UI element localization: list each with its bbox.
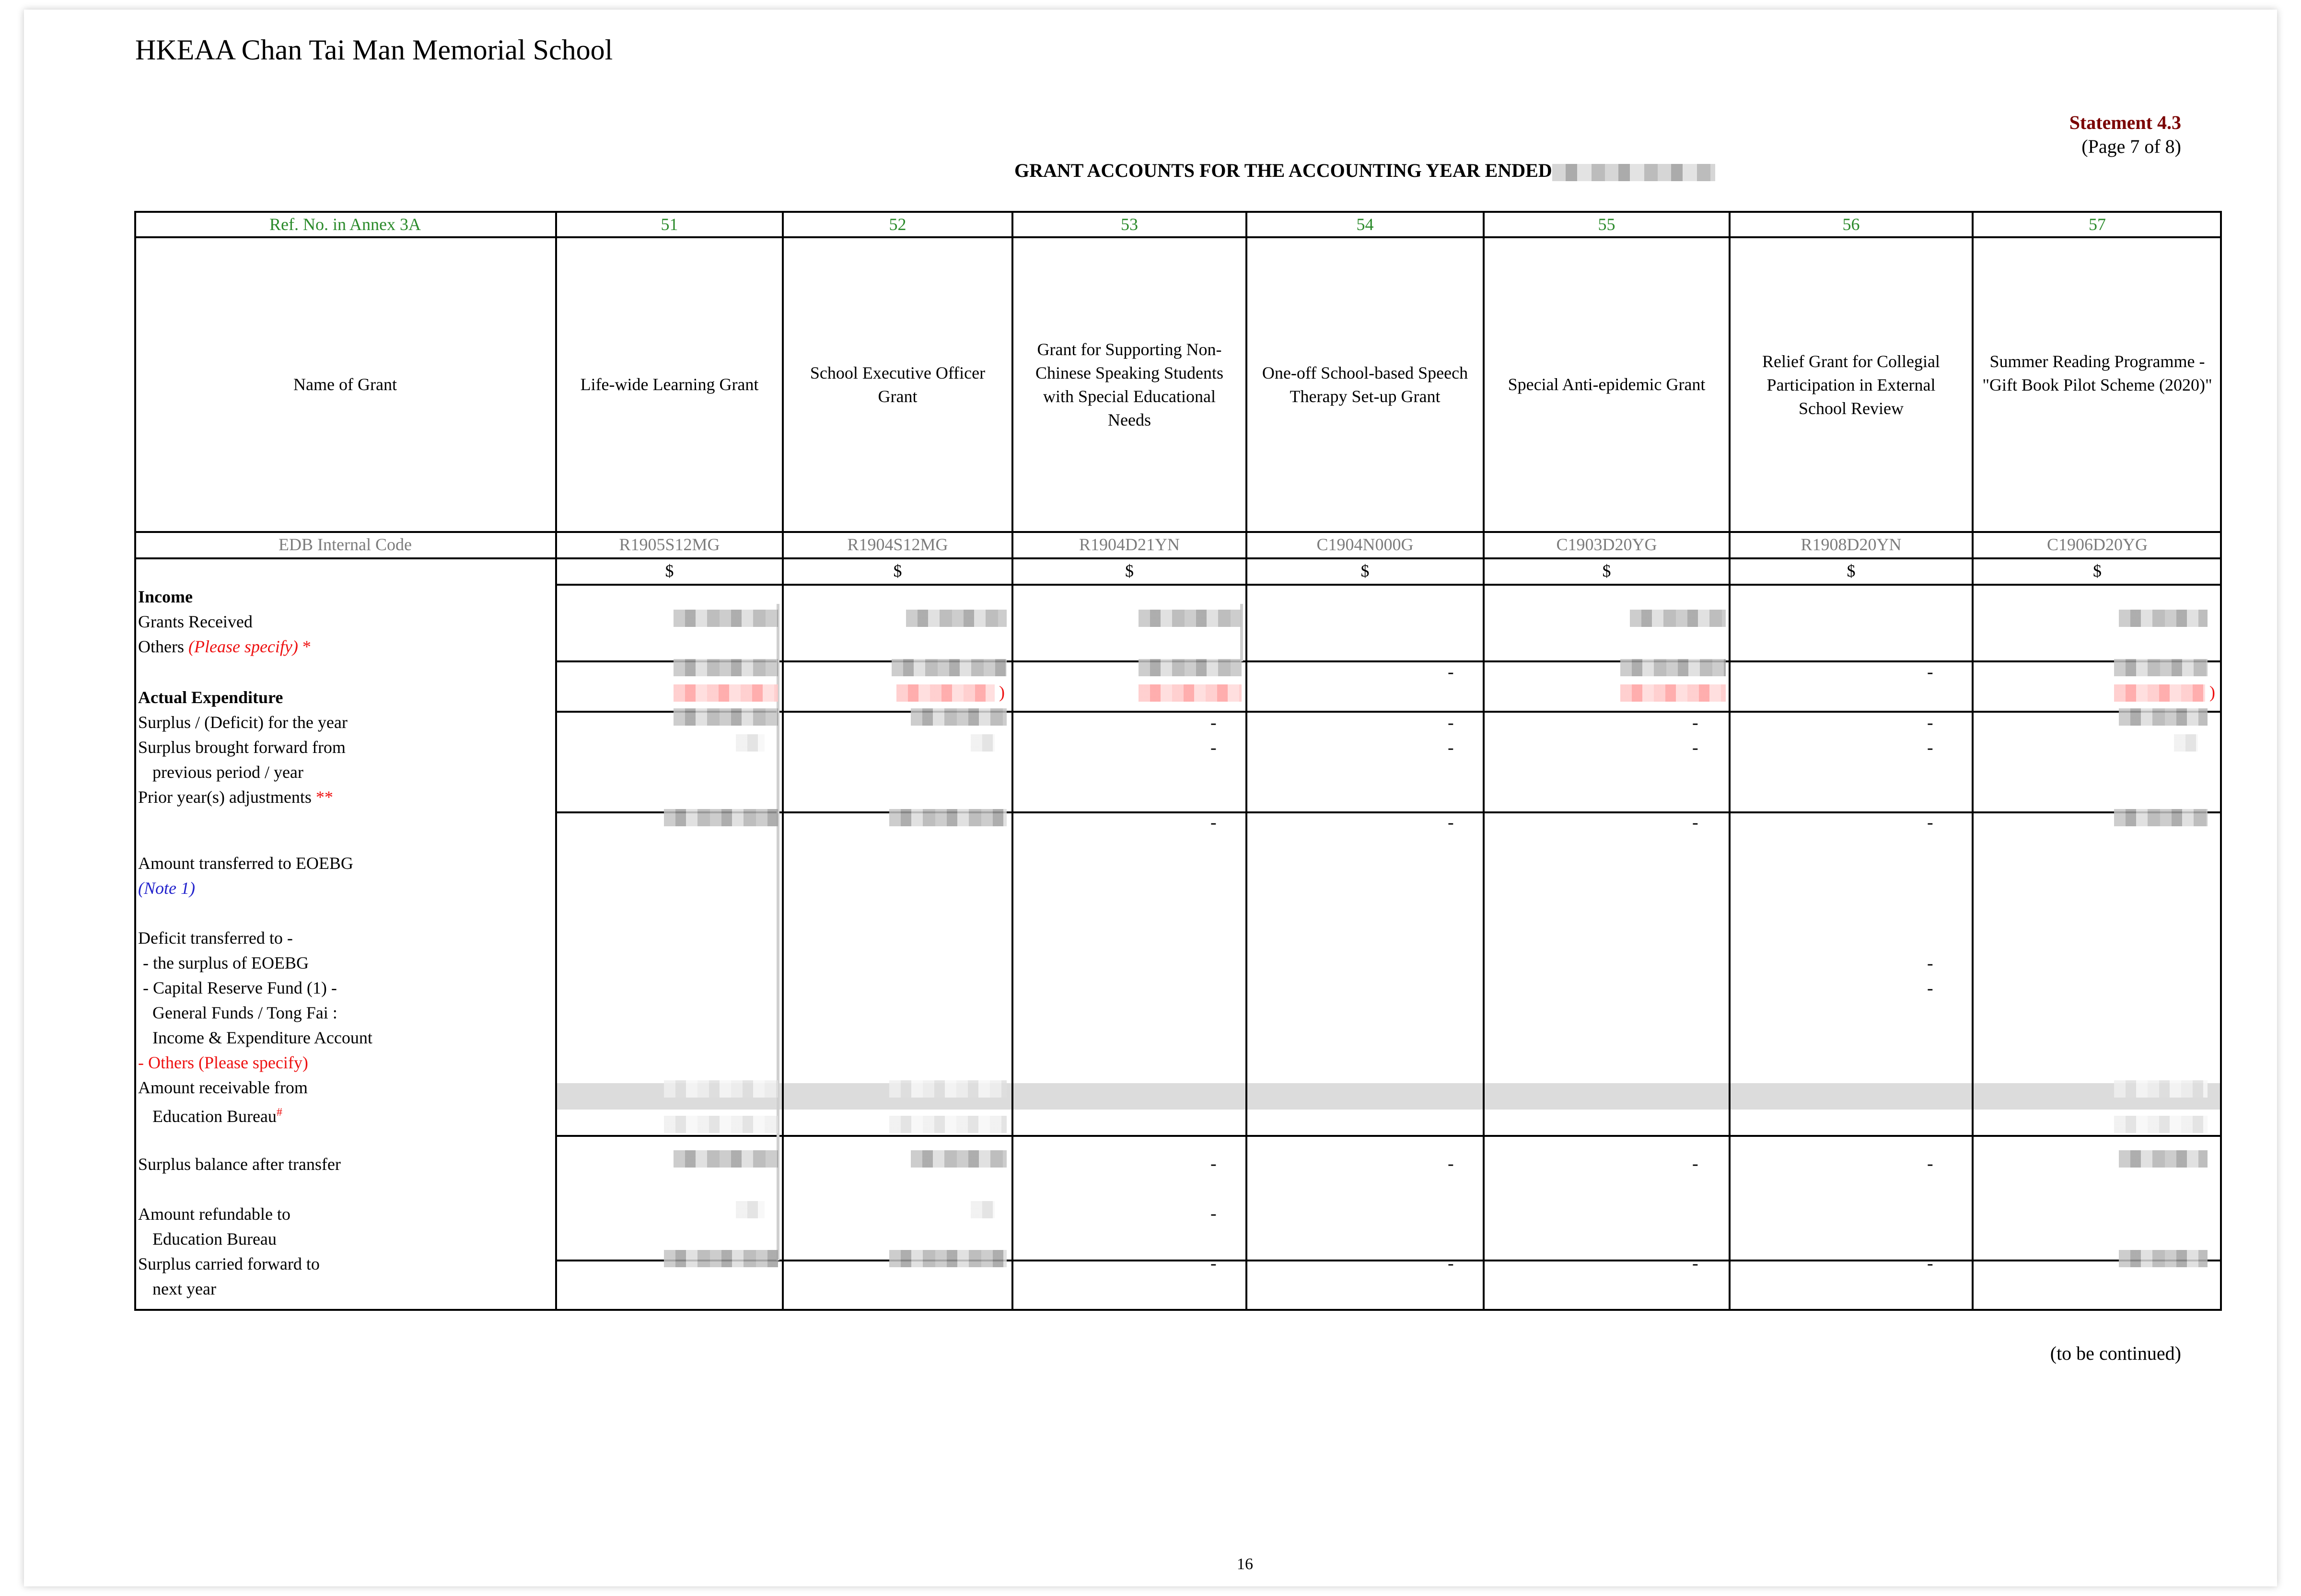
redacted-value [664, 1250, 778, 1267]
redacted-value [1139, 684, 1242, 702]
nil-value: - [1927, 1154, 1933, 1174]
nil-value: - [1692, 713, 1698, 733]
nil-value: - [1692, 1154, 1698, 1174]
label-prior-adjustments [138, 787, 333, 807]
redacted-value [2114, 809, 2208, 826]
nil-value: - [1927, 978, 1933, 998]
label-surplus-bf-2: previous period / year [152, 763, 303, 782]
statement-title [1014, 159, 1715, 182]
statement-title-text: GRANT ACCOUNTS FOR THE ACCOUNTING YEAR ENDED [1014, 160, 1552, 181]
ref-57: 57 [2089, 215, 2106, 234]
redacted-date [1552, 164, 1715, 181]
label-others [138, 636, 311, 657]
redacted-value [911, 1150, 1007, 1168]
redacted-value [2119, 1250, 2208, 1267]
redacted-value [674, 708, 778, 726]
nil-value: - [1448, 812, 1454, 833]
label-refundable-1: Amount refundable to [138, 1204, 291, 1224]
ref-53: 53 [1121, 215, 1138, 234]
document-page [24, 10, 2277, 1586]
label-refundable-2: Education Bureau [152, 1229, 277, 1249]
redacted-value [1139, 610, 1242, 627]
redacted-value [1139, 659, 1242, 676]
currency-54: $ [1360, 561, 1370, 580]
nil-value: - [1927, 713, 1933, 733]
ref-52: 52 [889, 215, 906, 234]
negative-paren: ) [999, 682, 1005, 702]
redacted-value [1620, 659, 1726, 676]
label-surplus-deficit: Surplus / (Deficit) for the year [138, 713, 348, 732]
label-balance-after: Surplus balance after transfer [138, 1155, 341, 1174]
label-receivable-1: Amount receivable from [138, 1078, 308, 1097]
label-surplus-eoebg: - the surplus of EOEBG [143, 953, 309, 972]
label-surplus-bf-1: Surplus brought forward from [138, 738, 346, 757]
redacted-value [896, 684, 995, 702]
label-deficit-transferred: Deficit transferred to - [138, 928, 293, 948]
others-text: Others [138, 637, 184, 656]
ref-56: 56 [1842, 215, 1860, 234]
redacted-value [971, 1201, 995, 1218]
negative-paren: ) [2209, 682, 2215, 702]
prior-adj-text: Prior year(s) adjustments [138, 787, 312, 807]
nil-value: - [1692, 1253, 1698, 1273]
label-actual-expenditure: Actual Expenditure [138, 688, 283, 707]
redacted-value [2119, 610, 2208, 627]
grant-name-55: Special Anti-epidemic Grant [1508, 375, 1706, 394]
label-others-specify: - Others (Please specify) [138, 1053, 308, 1072]
redacted-value [889, 1080, 1007, 1098]
ref-label: Ref. No. in Annex 3A [269, 215, 421, 234]
edb-code-54: C1904N000G [1316, 535, 1414, 554]
nil-value: - [1448, 1253, 1454, 1273]
redacted-value [2114, 659, 2208, 676]
redacted-value [889, 1250, 1007, 1267]
grant-name-51: Life-wide Learning Grant [580, 375, 759, 394]
statement-number: Statement 4.3 [2069, 112, 2181, 133]
page-indicator: (Page 7 of 8) [2081, 136, 2181, 157]
redacted-value [2174, 734, 2198, 752]
label-carried-2: next year [152, 1279, 216, 1298]
note-1-link[interactable]: (Note 1) [138, 879, 195, 898]
currency-56: $ [1847, 561, 1856, 580]
nil-value: - [1448, 662, 1454, 682]
edb-code-51: R1905S12MG [619, 535, 720, 554]
redacted-value [674, 659, 778, 676]
edb-code-56: R1908D20YN [1801, 535, 1902, 554]
name-of-grant-label: Name of Grant [293, 375, 397, 394]
nil-value: - [1210, 1253, 1217, 1273]
receivable-2-text: Education Bureau [152, 1107, 277, 1126]
label-carried-1: Surplus carried forward to [138, 1254, 320, 1273]
label-grants-received: Grants Received [138, 612, 253, 631]
edb-code-55: C1903D20YG [1556, 535, 1657, 554]
currency-53: $ [1125, 561, 1134, 580]
redacted-value [911, 708, 1007, 726]
redacted-value [2114, 1080, 2208, 1098]
currency-57: $ [2093, 561, 2102, 580]
nil-value: - [1448, 713, 1454, 733]
redacted-value [674, 684, 778, 702]
school-name: HKEAA Chan Tai Man Memorial School [135, 34, 613, 66]
label-receivable-2 [152, 1106, 282, 1126]
grant-name-53: Grant for Supporting Non-Chinese Speaking Students with Special Educational Needs [1035, 340, 1223, 429]
nil-value: - [1210, 738, 1217, 758]
redacted-value [971, 734, 995, 752]
ref-51: 51 [661, 215, 678, 234]
nil-value: - [1692, 812, 1698, 833]
redacted-value [664, 809, 778, 826]
redacted-value [664, 1080, 778, 1098]
currency-55: $ [1602, 561, 1611, 580]
nil-value: - [1210, 713, 1217, 733]
nil-value: - [1692, 738, 1698, 758]
grant-name-56: Relief Grant for Collegial Participation in External School Review [1762, 352, 1940, 418]
nil-value: - [1927, 953, 1933, 973]
ref-54: 54 [1356, 215, 1374, 234]
double-asterisk-marker: ** [315, 787, 333, 807]
asterisk-marker: * [302, 637, 311, 656]
nil-value: - [1448, 738, 1454, 758]
redacted-value [664, 1116, 778, 1133]
page-number: 16 [1237, 1555, 1253, 1573]
redacted-value [674, 1150, 778, 1168]
ref-55: 55 [1598, 215, 1615, 234]
label-crf-2: General Funds / Tong Fai : [152, 1003, 337, 1022]
edb-code-57: C1906D20YG [2046, 535, 2148, 554]
redacted-value [2114, 684, 2205, 702]
redacted-value [1620, 684, 1726, 702]
hash-marker: # [276, 1106, 282, 1119]
currency-52: $ [893, 561, 902, 580]
redacted-value [1630, 610, 1726, 627]
nil-value: - [1210, 1203, 1217, 1224]
redacted-value [736, 1201, 765, 1218]
label-crf-3: Income & Expenditure Account [152, 1028, 372, 1047]
please-specify-note: (Please specify) [188, 637, 298, 656]
redacted-value [2119, 708, 2208, 726]
grant-accounts-table [134, 211, 2222, 1311]
nil-value: - [1927, 812, 1933, 833]
grant-name-52: School Executive Officer Grant [810, 363, 986, 406]
grant-name-54: One-off School-based Speech Therapy Set-up Grant [1262, 363, 1468, 406]
edb-code-52: R1904S12MG [847, 535, 948, 554]
redacted-value [736, 734, 765, 752]
nil-value: - [1210, 812, 1217, 833]
redacted-value [889, 1116, 1007, 1133]
label-crf-1: - Capital Reserve Fund (1) - [143, 978, 337, 997]
redacted-value [2119, 1150, 2208, 1168]
nil-value: - [1210, 1154, 1217, 1174]
redacted-value [892, 659, 1007, 676]
nil-value: - [1927, 662, 1933, 682]
redacted-value [2114, 1116, 2208, 1133]
label-income: Income [138, 587, 193, 606]
redacted-value [889, 809, 1007, 826]
currency-51: $ [665, 561, 674, 580]
nil-value: - [1927, 1253, 1933, 1273]
continuation-note: (to be continued) [2050, 1342, 2181, 1364]
label-transfer-eoebg: Amount transferred to EOEBG [138, 854, 353, 873]
redacted-value [906, 610, 1007, 627]
nil-value: - [1448, 1154, 1454, 1174]
edb-code-53: R1904D21YN [1079, 535, 1180, 554]
redacted-value [674, 610, 778, 627]
nil-value: - [1927, 738, 1933, 758]
grant-name-57: Summer Reading Programme - "Gift Book Pilot Scheme (2020)" [1982, 352, 2212, 394]
edb-code-label: EDB Internal Code [279, 535, 412, 554]
